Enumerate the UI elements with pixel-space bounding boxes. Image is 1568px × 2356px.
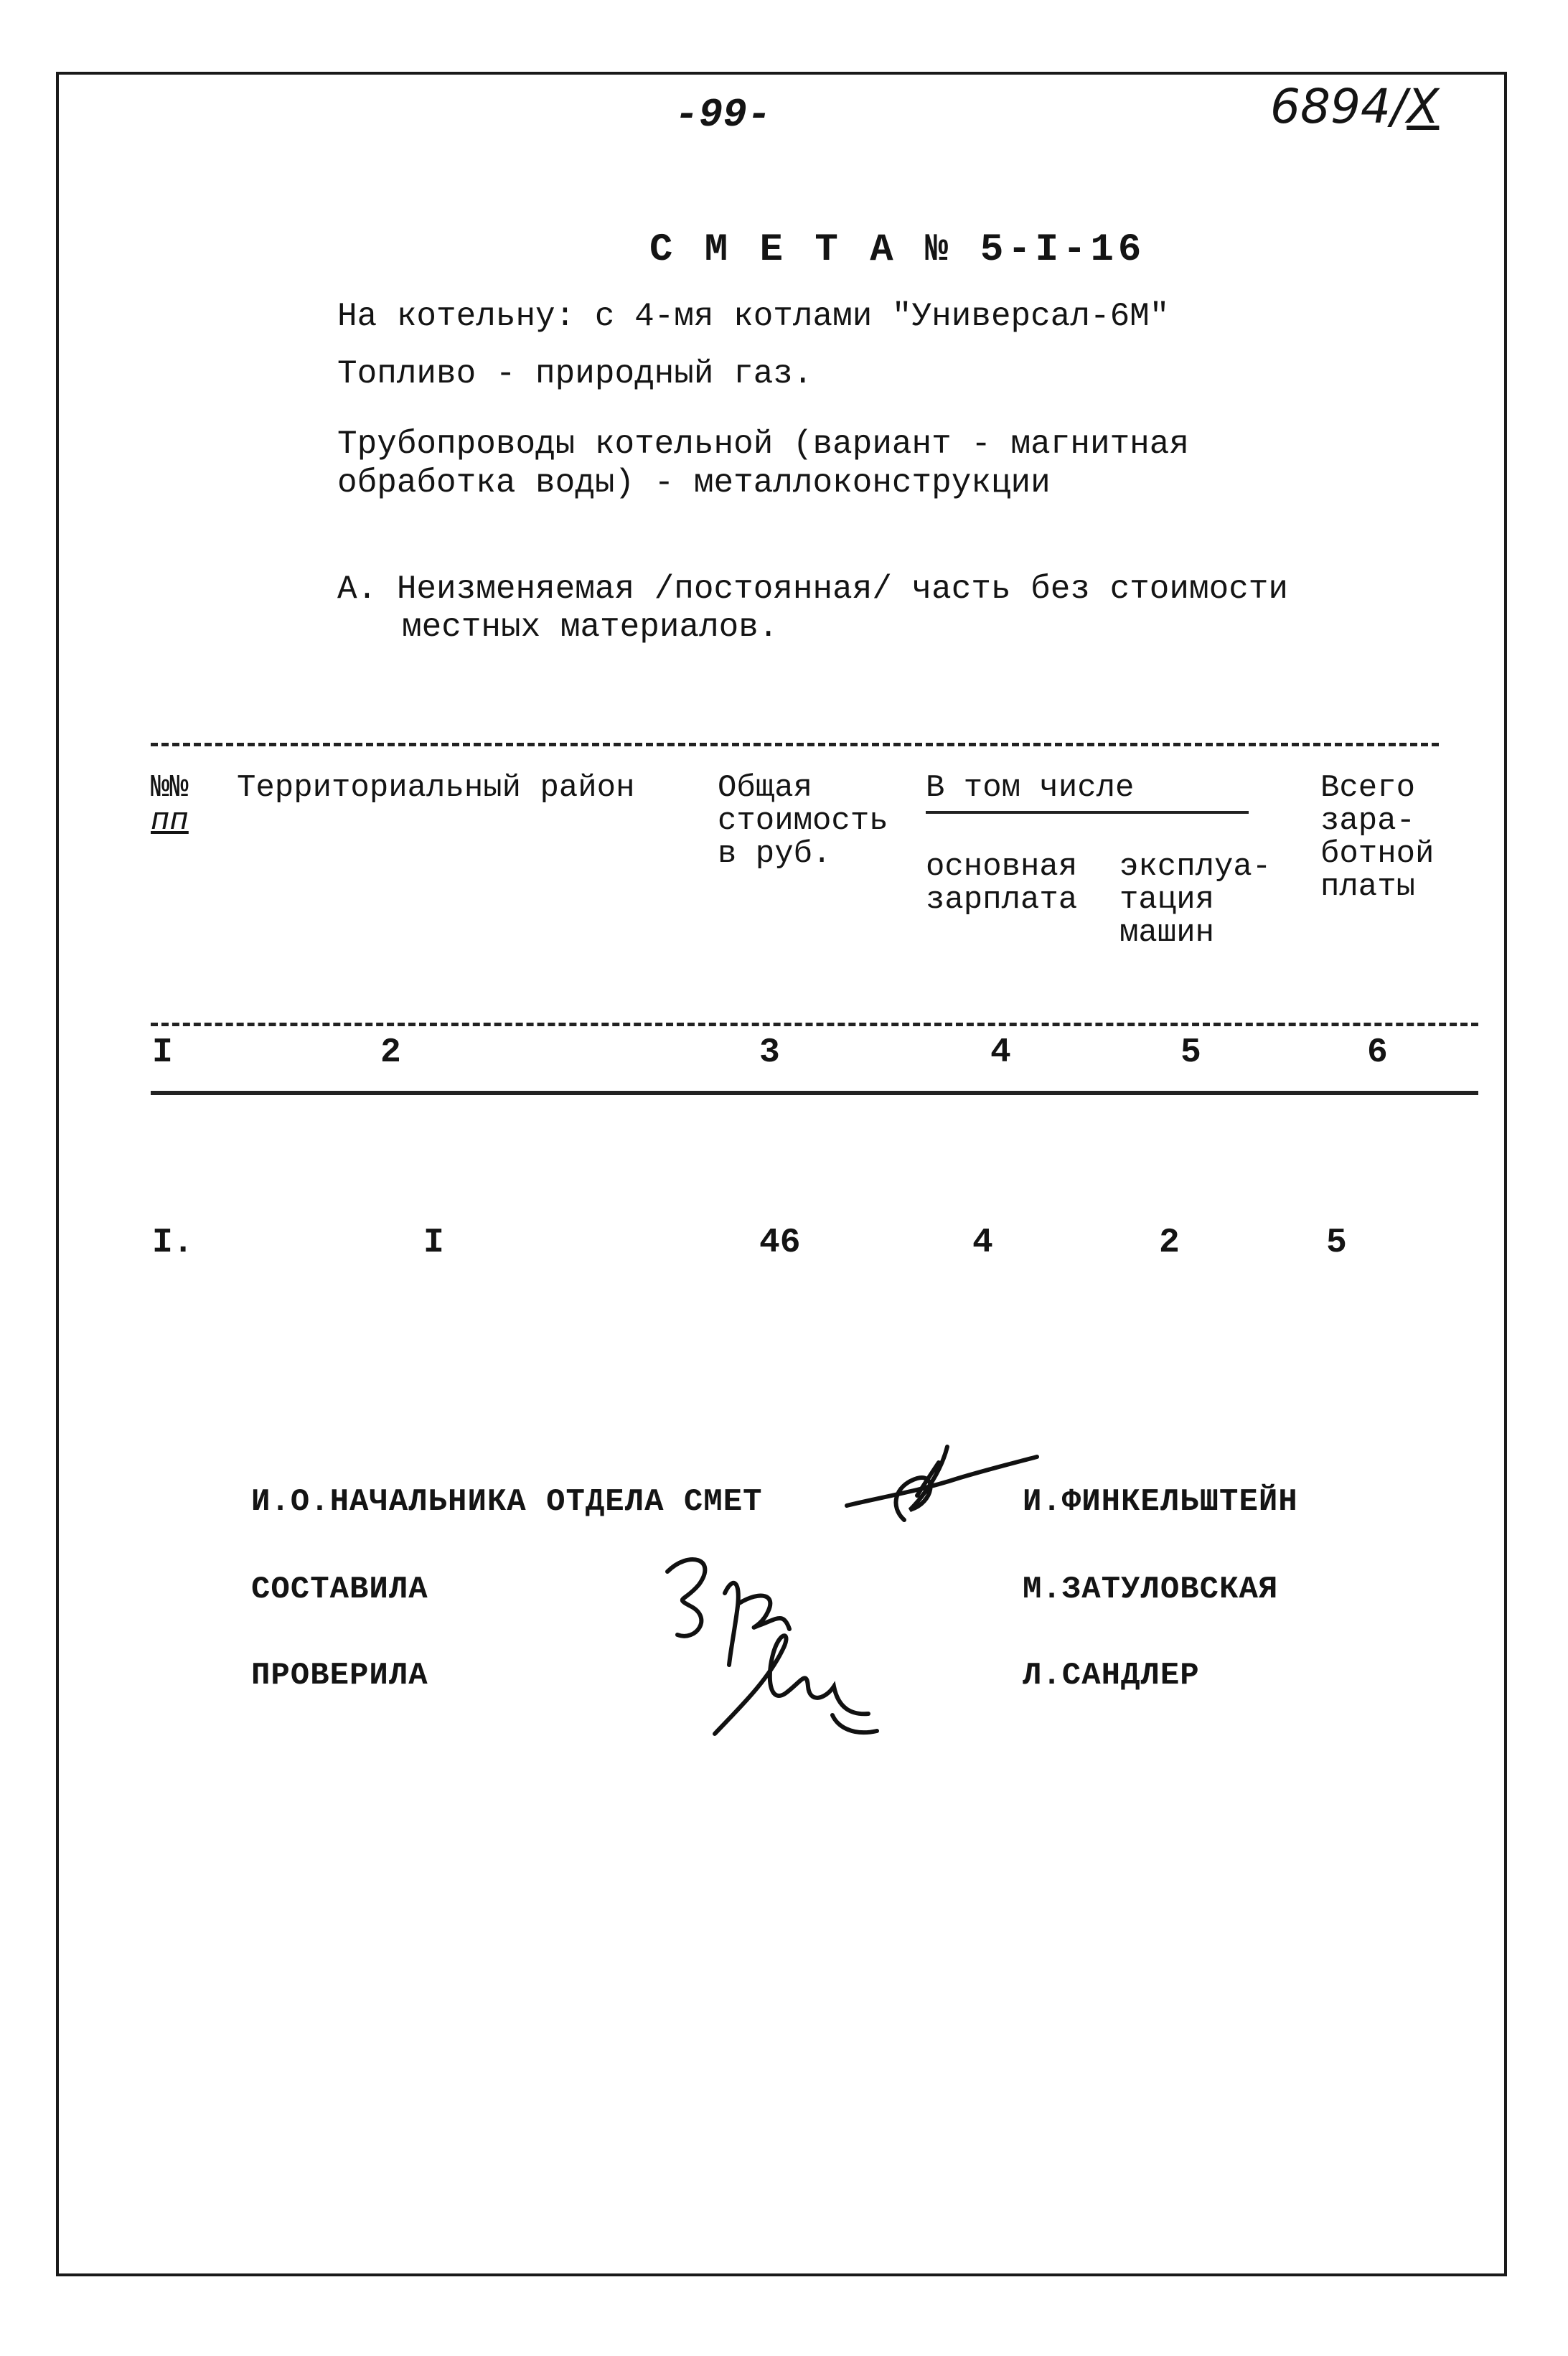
signature-role-2: СОСТАВИЛА (251, 1572, 428, 1608)
column-number-3: 3 (759, 1033, 780, 1072)
header-group: В том числе (926, 770, 1135, 806)
signature-role-1: И.О.НАЧАЛЬНИКА ОТДЕЛА СМЕТ (251, 1484, 763, 1520)
row-number: I. (152, 1224, 194, 1262)
column-number-4: 4 (990, 1033, 1011, 1072)
column-number-2: 2 (380, 1033, 401, 1072)
header-wages-line-4: платы (1320, 869, 1416, 905)
header-total-line-3: в руб. (718, 836, 832, 872)
section-line-2: местных материалов. (402, 609, 779, 646)
header-salary-line-1: основная (926, 849, 1078, 885)
page-number: -99- (675, 92, 771, 138)
table-top-rule (151, 743, 1439, 746)
header-wages-line-2: зара- (1320, 803, 1416, 839)
subtitle-line-4: обработка воды) - металлоконструкции (337, 464, 1051, 502)
column-number-1: I (152, 1033, 173, 1072)
subtitle-line-1: На котельну: с 4-мя котлами "Универсал-6М" (337, 298, 1170, 335)
header-number-line-1: №№ (151, 770, 189, 806)
row-salary: 4 (972, 1224, 993, 1262)
row-machines: 2 (1159, 1224, 1180, 1262)
header-machines-line-1: эксплуа- (1119, 849, 1272, 885)
archive-number (1270, 79, 1439, 134)
header-region (237, 771, 635, 804)
header-machines-line-2: тация (1119, 882, 1215, 918)
handwritten-signature-1 (840, 1428, 1048, 1536)
header-total-line-1: Общая (718, 770, 813, 806)
signature-role-3: ПРОВЕРИЛА (251, 1658, 428, 1694)
header-wages-line-3: ботной (1320, 836, 1435, 872)
row-wages-total: 5 (1326, 1224, 1347, 1262)
header-bottom-rule (151, 1023, 1478, 1026)
section-line-1: А. Неизменяемая /постоянная/ часть без стоимости (337, 571, 1289, 608)
signature-name-3: Л.САНДЛЕР (1023, 1658, 1200, 1694)
handwritten-signature-3 (710, 1608, 897, 1751)
header-machines-line-3: машин (1119, 915, 1215, 951)
header-total-line-2: стоимость (718, 803, 888, 839)
header-total-cost (718, 771, 888, 870)
header-number-line-2: пп (151, 803, 189, 839)
archive-number-sub: X (1407, 79, 1440, 134)
header-machines (1119, 850, 1271, 949)
header-salary-line-2: зарплата (926, 882, 1078, 918)
signature-name-1: И.ФИНКЕЛЬШТЕЙН (1023, 1484, 1298, 1520)
header-region-line-1: Территориальный район (237, 770, 635, 806)
subtitle-line-2: Топливо - природный газ. (337, 355, 813, 393)
archive-number-main: 6894/ (1270, 79, 1407, 134)
signature-name-2: М.ЗАТУЛОВСКАЯ (1023, 1572, 1279, 1608)
page-border (56, 72, 1507, 2276)
header-number (151, 771, 189, 837)
column-number-5: 5 (1180, 1033, 1201, 1072)
header-group-underline (926, 811, 1249, 814)
document-title: С М Е Т А № 5-I-16 (649, 228, 1146, 272)
header-wages-line-1: Всего (1320, 770, 1416, 806)
row-region: I (423, 1224, 444, 1262)
subtitle-line-3: Трубопроводы котельной (вариант - магнитная (337, 426, 1189, 463)
header-salary (926, 850, 1077, 916)
row-total-cost: 46 (759, 1224, 801, 1262)
header-wages-total (1320, 771, 1434, 904)
column-numbers-rule (151, 1091, 1478, 1095)
column-number-6: 6 (1367, 1033, 1388, 1072)
